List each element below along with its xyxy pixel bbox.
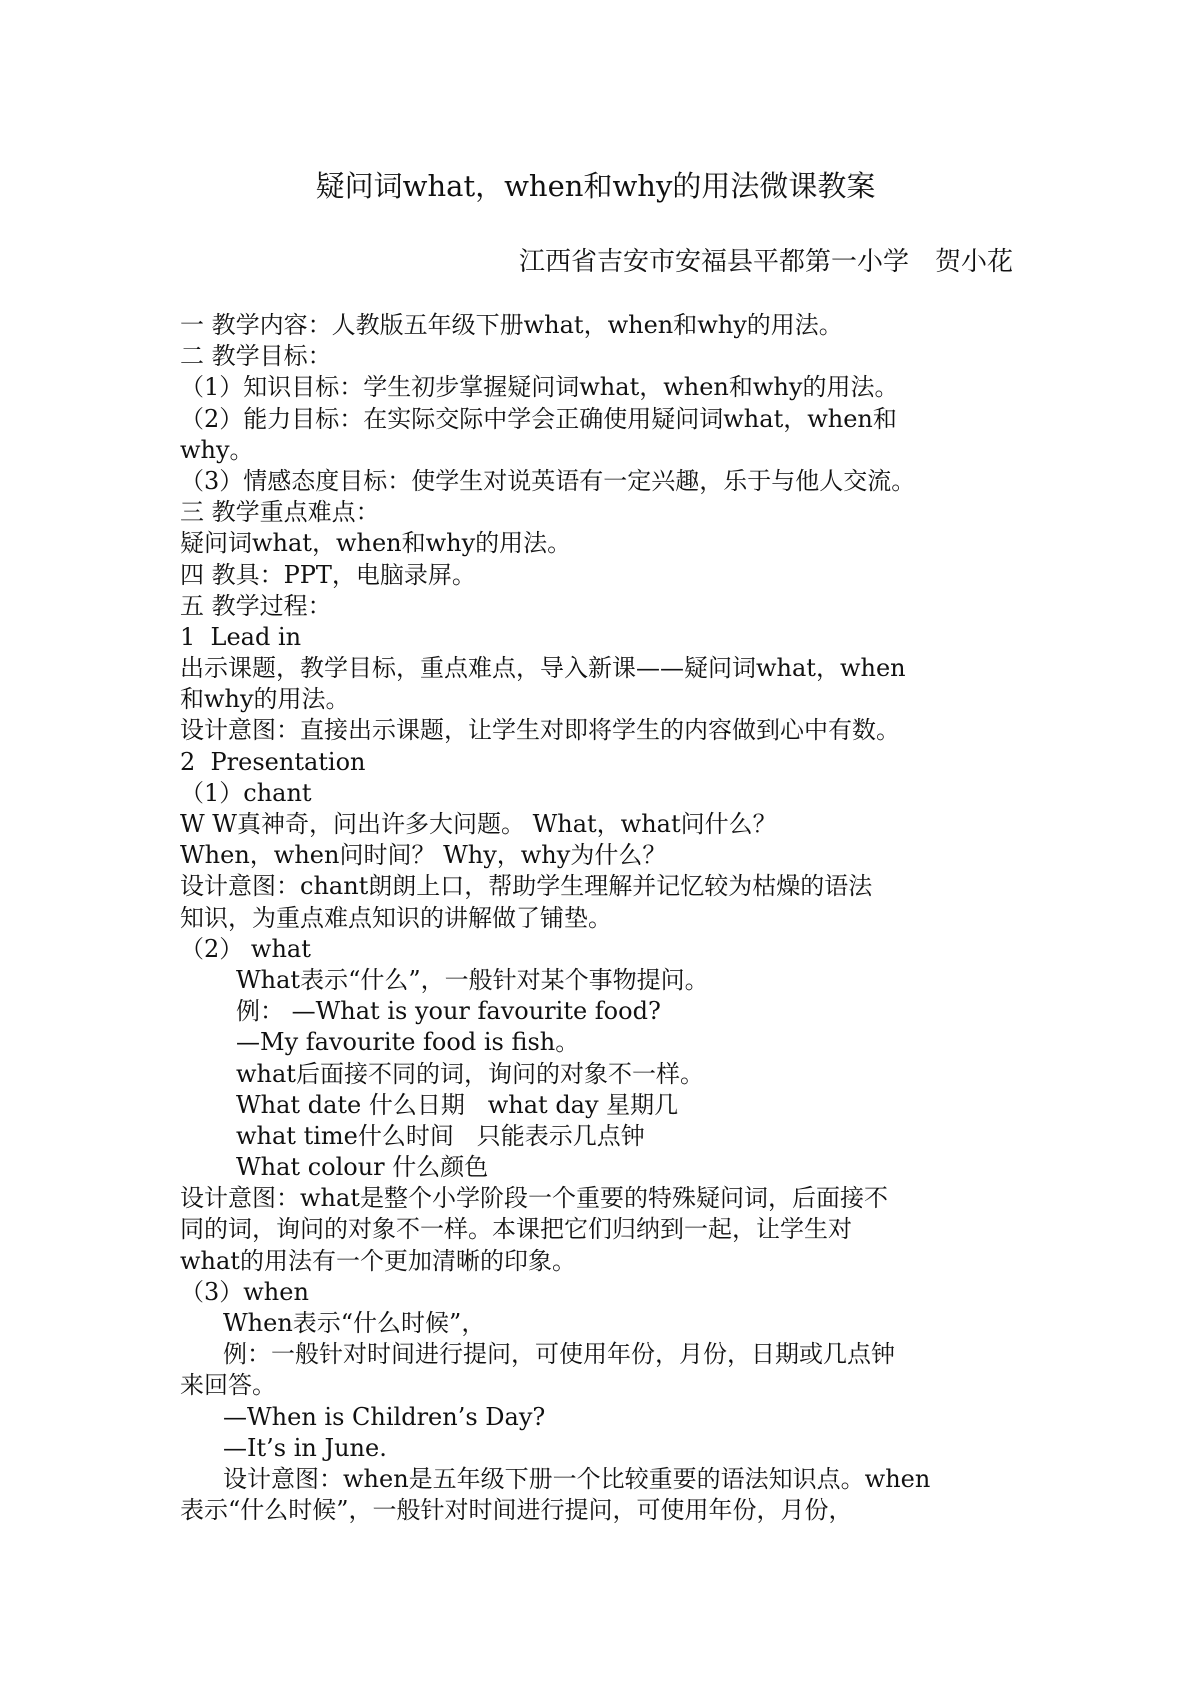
sub-when: （3）when: [180, 1277, 309, 1306]
step-lead-in: 1 Lead in: [180, 622, 302, 651]
when-example-a: —It’s in June.: [223, 1433, 387, 1462]
key-points-text: 疑问词what，when和why的用法。: [180, 529, 572, 558]
when-example-intro: 例：一般针对时间进行提问，可使用年份，月份，日期或几点钟: [223, 1340, 895, 1369]
when-design: 设计意图：when是五年级下册一个比较重要的语法知识点。when: [223, 1464, 931, 1493]
section-content: 一 教学内容：人教版五年级下册what，when和why的用法。: [180, 311, 843, 339]
objective-ability-cont: why。: [180, 435, 254, 464]
document-title: 疑问词what，when和why的用法微课教案: [315, 169, 876, 203]
section-key-points: 三 教学重点难点：: [180, 498, 380, 527]
what-date-day: What date 什么日期 what day 星期几: [236, 1090, 679, 1119]
what-meaning: What表示“什么”，一般针对某个事物提问。: [236, 965, 709, 994]
what-colour: What colour 什么颜色: [236, 1153, 489, 1182]
what-example-a: —My favourite food is fish。: [236, 1028, 580, 1057]
what-design-cont-2: what的用法有一个更加清晰的印象。: [180, 1246, 576, 1275]
chant-design-cont: 知识，为重点难点知识的讲解做了铺垫。: [180, 903, 612, 932]
objective-emotion: （3）情感态度目标：使学生对说英语有一定兴趣，乐于与他人交流。: [180, 466, 916, 495]
sub-what: （2） what: [180, 934, 311, 963]
what-example-q: 例： —What is your favourite food?: [236, 997, 661, 1026]
what-time: what time什么时间 只能表示几点钟: [236, 1121, 645, 1150]
what-design: 设计意图：what是整个小学阶段一个重要的特殊疑问词，后面接不: [180, 1184, 888, 1213]
step-presentation: 2 Presentation: [180, 747, 366, 776]
when-example-q: —When is Children’s Day?: [223, 1402, 546, 1431]
what-note: what后面接不同的词，询问的对象不一样。: [236, 1059, 704, 1088]
lead-in-design: 设计意图：直接出示课题，让学生对即将学生的内容做到心中有数。: [180, 716, 900, 745]
chant-design: 设计意图：chant朗朗上口，帮助学生理解并记忆较为枯燥的语法: [180, 872, 873, 901]
when-example-intro-cont: 来回答。: [180, 1371, 276, 1400]
document-author: 江西省吉安市安福县平都第一小学 贺小花: [518, 247, 1013, 277]
when-meaning: When表示“什么时候”，: [223, 1309, 486, 1337]
chant-line-2: When，when问时间？ Why，why为什么？: [180, 841, 667, 870]
lead-in-text: 出示课题，教学目标，重点难点，导入新课——疑问词what，when: [180, 654, 906, 683]
section-tools: 四 教具：PPT，电脑录屏。: [180, 560, 476, 589]
chant-line-1: W W真神奇，问出许多大问题。 What，what问什么？: [180, 810, 777, 838]
document-body: [180, 310, 1030, 1526]
objective-ability: （2）能力目标：在实际交际中学会正确使用疑问词what，when和: [180, 404, 897, 433]
when-design-cont: 表示“什么时候”，一般针对时间进行提问，可使用年份，月份，: [180, 1496, 853, 1525]
what-design-cont-1: 同的词，询问的对象不一样。本课把它们归纳到一起，让学生对: [180, 1215, 852, 1244]
section-objectives: 二 教学目标：: [180, 342, 332, 371]
sub-chant: （1）chant: [180, 778, 312, 807]
section-process: 五 教学过程：: [180, 591, 332, 620]
objective-knowledge: （1）知识目标：学生初步掌握疑问词what，when和why的用法。: [180, 373, 899, 402]
lead-in-text-cont: 和why的用法。: [180, 685, 350, 714]
